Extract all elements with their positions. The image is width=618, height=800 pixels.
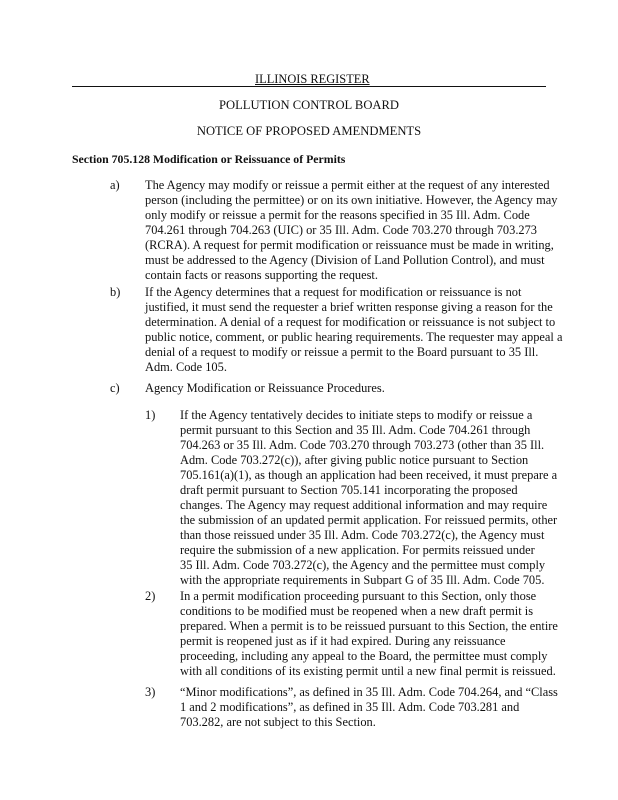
text-line: (RCRA). A request for permit modification or reissuance must be made in writing, (145, 238, 554, 252)
text-line: 704.263 or 35 Ill. Adm. Code 703.270 through 703.273 (other than 35 Ill. (180, 438, 545, 452)
text-line: contain facts or reasons supporting the request. (145, 268, 378, 282)
paragraph-text (180, 589, 558, 679)
text-line: Adm. Code 105. (145, 360, 227, 374)
notice-title: NOTICE OF PROPOSED AMENDMENTS (196, 124, 422, 138)
text-line: only modify or reissue a permit for the reasons specified in 35 Ill. Adm. Code (145, 208, 530, 222)
text-line: 704.261 through 704.263 (UIC) or 35 Ill. Adm. Code 703.270 through 703.273 (145, 223, 538, 237)
text-line: If the Agency tentatively decides to initiate steps to modify or reissue a (180, 408, 533, 422)
text-line: must be addressed to the Agency (Division of Land Pollution Control), and must (145, 253, 545, 267)
text-line: In a permit modification proceeding pursuant to this Section, only those (180, 589, 537, 603)
paragraph-label: 2) (145, 589, 156, 603)
text-line: denial of a request to modify or reissue a permit to the Board pursuant to 35 Ill. (145, 345, 539, 359)
text-line: 35 Ill. Adm. Code 703.272(c), the Agency and the permittee must comply (180, 558, 546, 572)
text-line: public notice, comment, or public hearing requirements. The requester may appeal a (145, 330, 563, 344)
text-line: with the appropriate requirements in Subpart G of 35 Ill. Adm. Code 705. (180, 573, 545, 587)
text-line: If the Agency determines that a request for modification or reissuance is not (145, 285, 522, 299)
text-line: permit is reopened just as if it had expired. During any reissuance (180, 634, 506, 648)
text-line: the submission of an updated permit application. For reissued permits, other (180, 513, 558, 527)
text-line: 1 and 2 modifications”, as defined in 35 Ill. Adm. Code 703.281 and (180, 700, 520, 714)
text-line: proceeding, including any appeal to the Board, the permittee must comply (180, 649, 548, 663)
text-line: determination. A denial of a request for modification or reissuance is not subject to (145, 315, 556, 329)
text-line: person (including the permittee) or on its own initiative. However, the Agency may (145, 193, 558, 207)
text-line: than those reissued under 35 Ill. Adm. Code 703.272(c), the Agency must (180, 528, 545, 542)
text-line: require the submission of a new application. For permits reissued under (180, 543, 535, 557)
paragraph-text (180, 408, 557, 588)
paragraph-label: b) (110, 285, 121, 299)
board-title: POLLUTION CONTROL BOARD (218, 98, 400, 112)
paragraph-label: c) (110, 381, 120, 395)
text-line: The Agency may modify or reissue a permit either at the request of any interested (145, 178, 550, 192)
text-line: prepared. When a permit is to be reissued pursuant to this Section, the entire (180, 619, 558, 633)
paragraph-text (145, 381, 385, 396)
paragraph-text (145, 285, 562, 375)
text-line: Adm. Code 703.272(c)), after giving public notice pursuant to Section (180, 453, 529, 467)
paragraph-label: a) (110, 178, 120, 192)
paragraph-label: 3) (145, 685, 156, 699)
register-header (72, 72, 546, 87)
text-line: “Minor modifications”, as defined in 35 Ill. Adm. Code 704.264, and “Class (180, 685, 558, 699)
text-line: draft permit pursuant to Section 705.141 incorporating the proposed (180, 483, 518, 497)
paragraph-text (180, 685, 558, 730)
section-title: Section 705.128 Modification or Reissuance of Permits (72, 152, 346, 166)
text-line: 705.161(a)(1), as though an application had been received, it must prepare a (180, 468, 558, 482)
text-line: 703.282, are not subject to this Section. (180, 715, 376, 729)
register-title: ILLINOIS REGISTER (255, 72, 370, 86)
paragraph-text (145, 178, 557, 283)
text-line: changes. The Agency may request additional information and may require (180, 498, 548, 512)
paragraph-label: 1) (145, 408, 156, 422)
text-line: conditions to be modified must be reopened when a new draft permit is (180, 604, 534, 618)
text-line: permit pursuant to this Section and 35 Ill. Adm. Code 704.261 through (180, 423, 531, 437)
text-line: with all conditions of its existing permit until a new final permit is reissued. (180, 664, 556, 678)
text-line: Agency Modification or Reissuance Procedures. (145, 381, 385, 395)
text-line: justified, it must send the requester a brief written response giving a reason for the (145, 300, 553, 314)
